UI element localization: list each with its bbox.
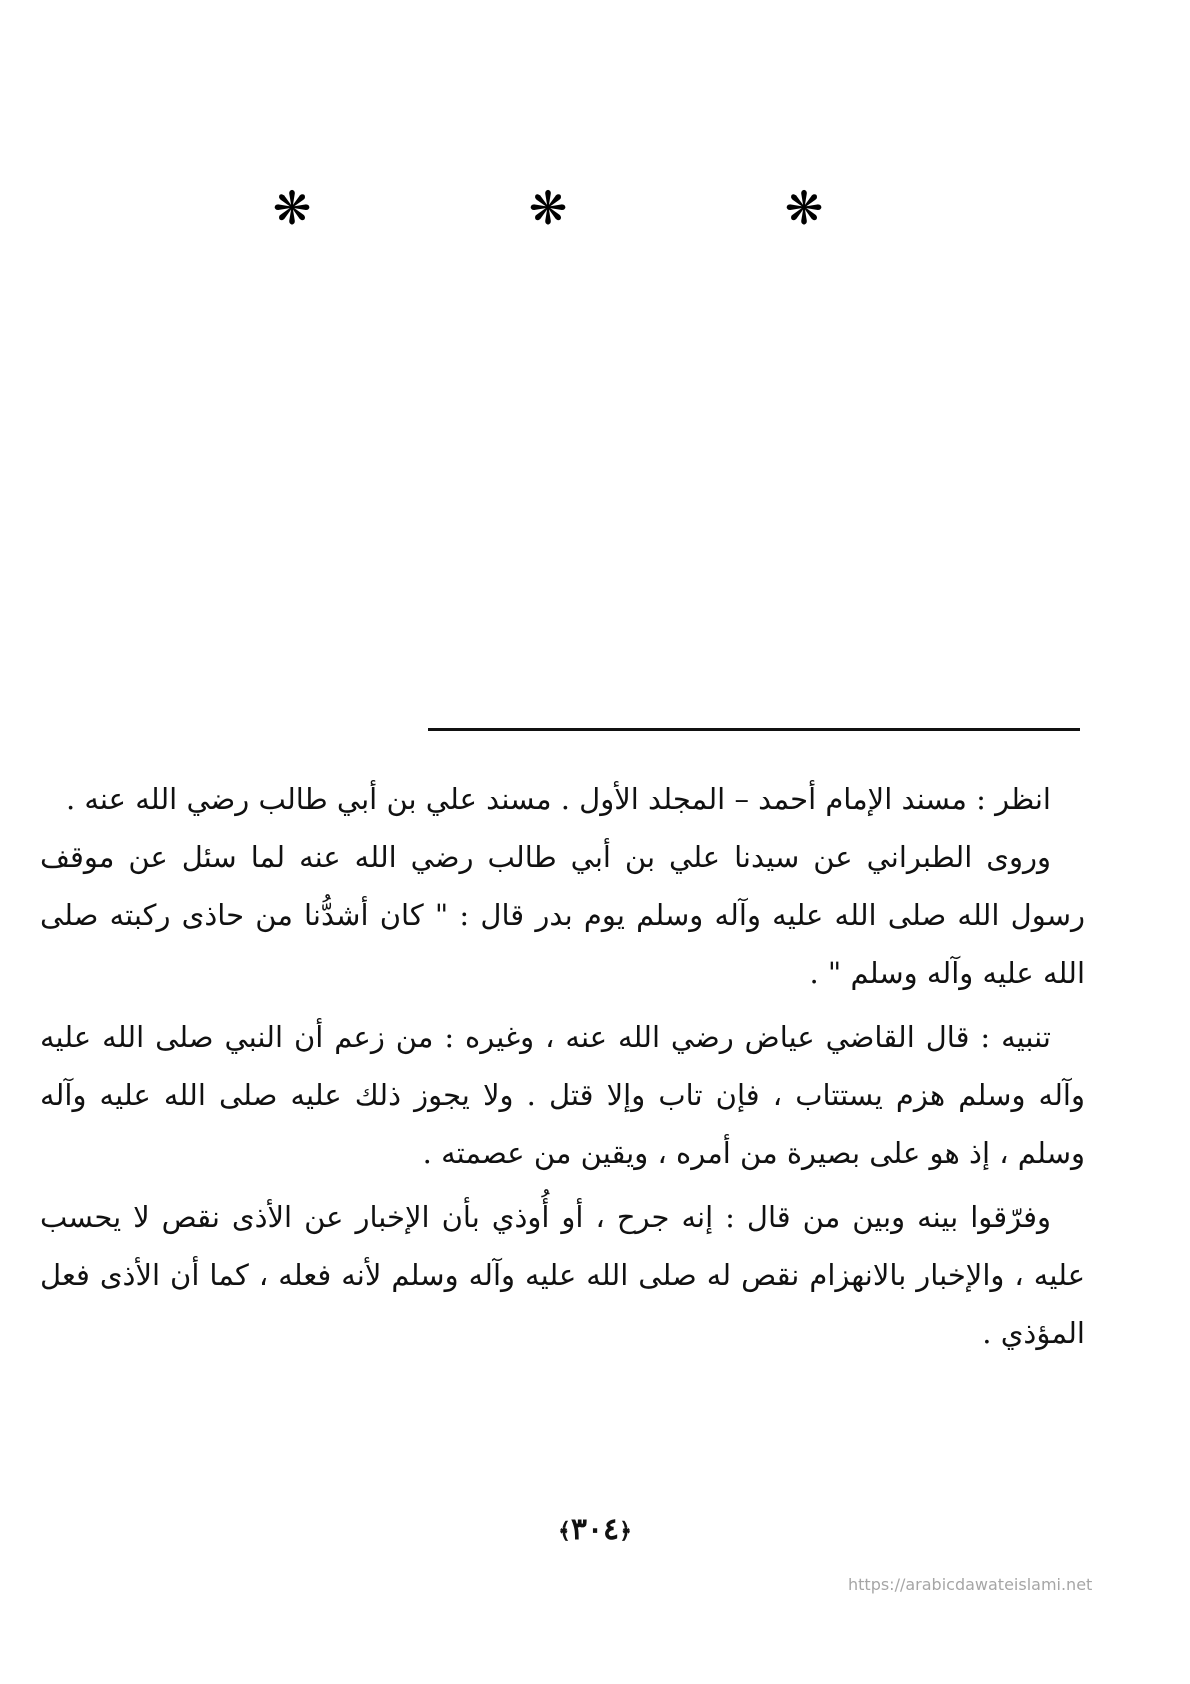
footnote-reference: انظر : مسند الإمام أحمد – المجلد الأول . مسند علي بن أبي طالب رضي الله عنه . bbox=[65, 782, 1051, 816]
footnote-paragraph: تنبيه : قال القاضي عياض رضي الله عنه ، وغيره : من زعم أن النبي صلى الله عليه وآله وسلم هزم يستتاب ، فإن تاب وإلا قتل . ولا يجوز ذلك عليه صلى الله عليه وآله وسلم ، إذ هو على بصيرة من أمره ، ويقين من عصمته . bbox=[40, 1020, 1085, 1170]
page-number-value: ٣٠٤ bbox=[570, 1512, 620, 1547]
page-number bbox=[0, 1510, 1190, 1551]
asterisk-ornament-icon: ❋ bbox=[528, 181, 568, 235]
footnotes-block bbox=[40, 770, 1085, 1362]
section-divider-ornaments bbox=[0, 178, 1190, 238]
asterisk-ornament-icon: ❋ bbox=[272, 181, 312, 235]
footnote-paragraph: وفرّقوا بينه وبين من قال : إنه جرح ، أو أُوذي بأن الإخبار عن الأذى نقص لا يحسب عليه ، والإخبار بالانهزام نقص له صلى الله عليه وآله وسلم لأنه فعله ، كما أن الأذى فعل المؤذي . bbox=[40, 1200, 1085, 1350]
asterisk-ornament-icon: ❋ bbox=[784, 181, 824, 235]
page-number-bracket-close: ﴾ bbox=[557, 1518, 571, 1544]
footnote-separator-line bbox=[428, 728, 1080, 731]
page-number-bracket-open: ﴿ bbox=[619, 1518, 633, 1544]
footnote-paragraph: وروى الطبراني عن سيدنا علي بن أبي طالب رضي الله عنه لما سئل عن موقف رسول الله صلى الله عليه وآله وسلم يوم بدر قال : " كان أشدُّنا من حاذى ركبته صلى الله عليه وآله وسلم " . bbox=[40, 840, 1085, 990]
source-watermark: https://arabicdawateislami.net bbox=[848, 1575, 1093, 1594]
